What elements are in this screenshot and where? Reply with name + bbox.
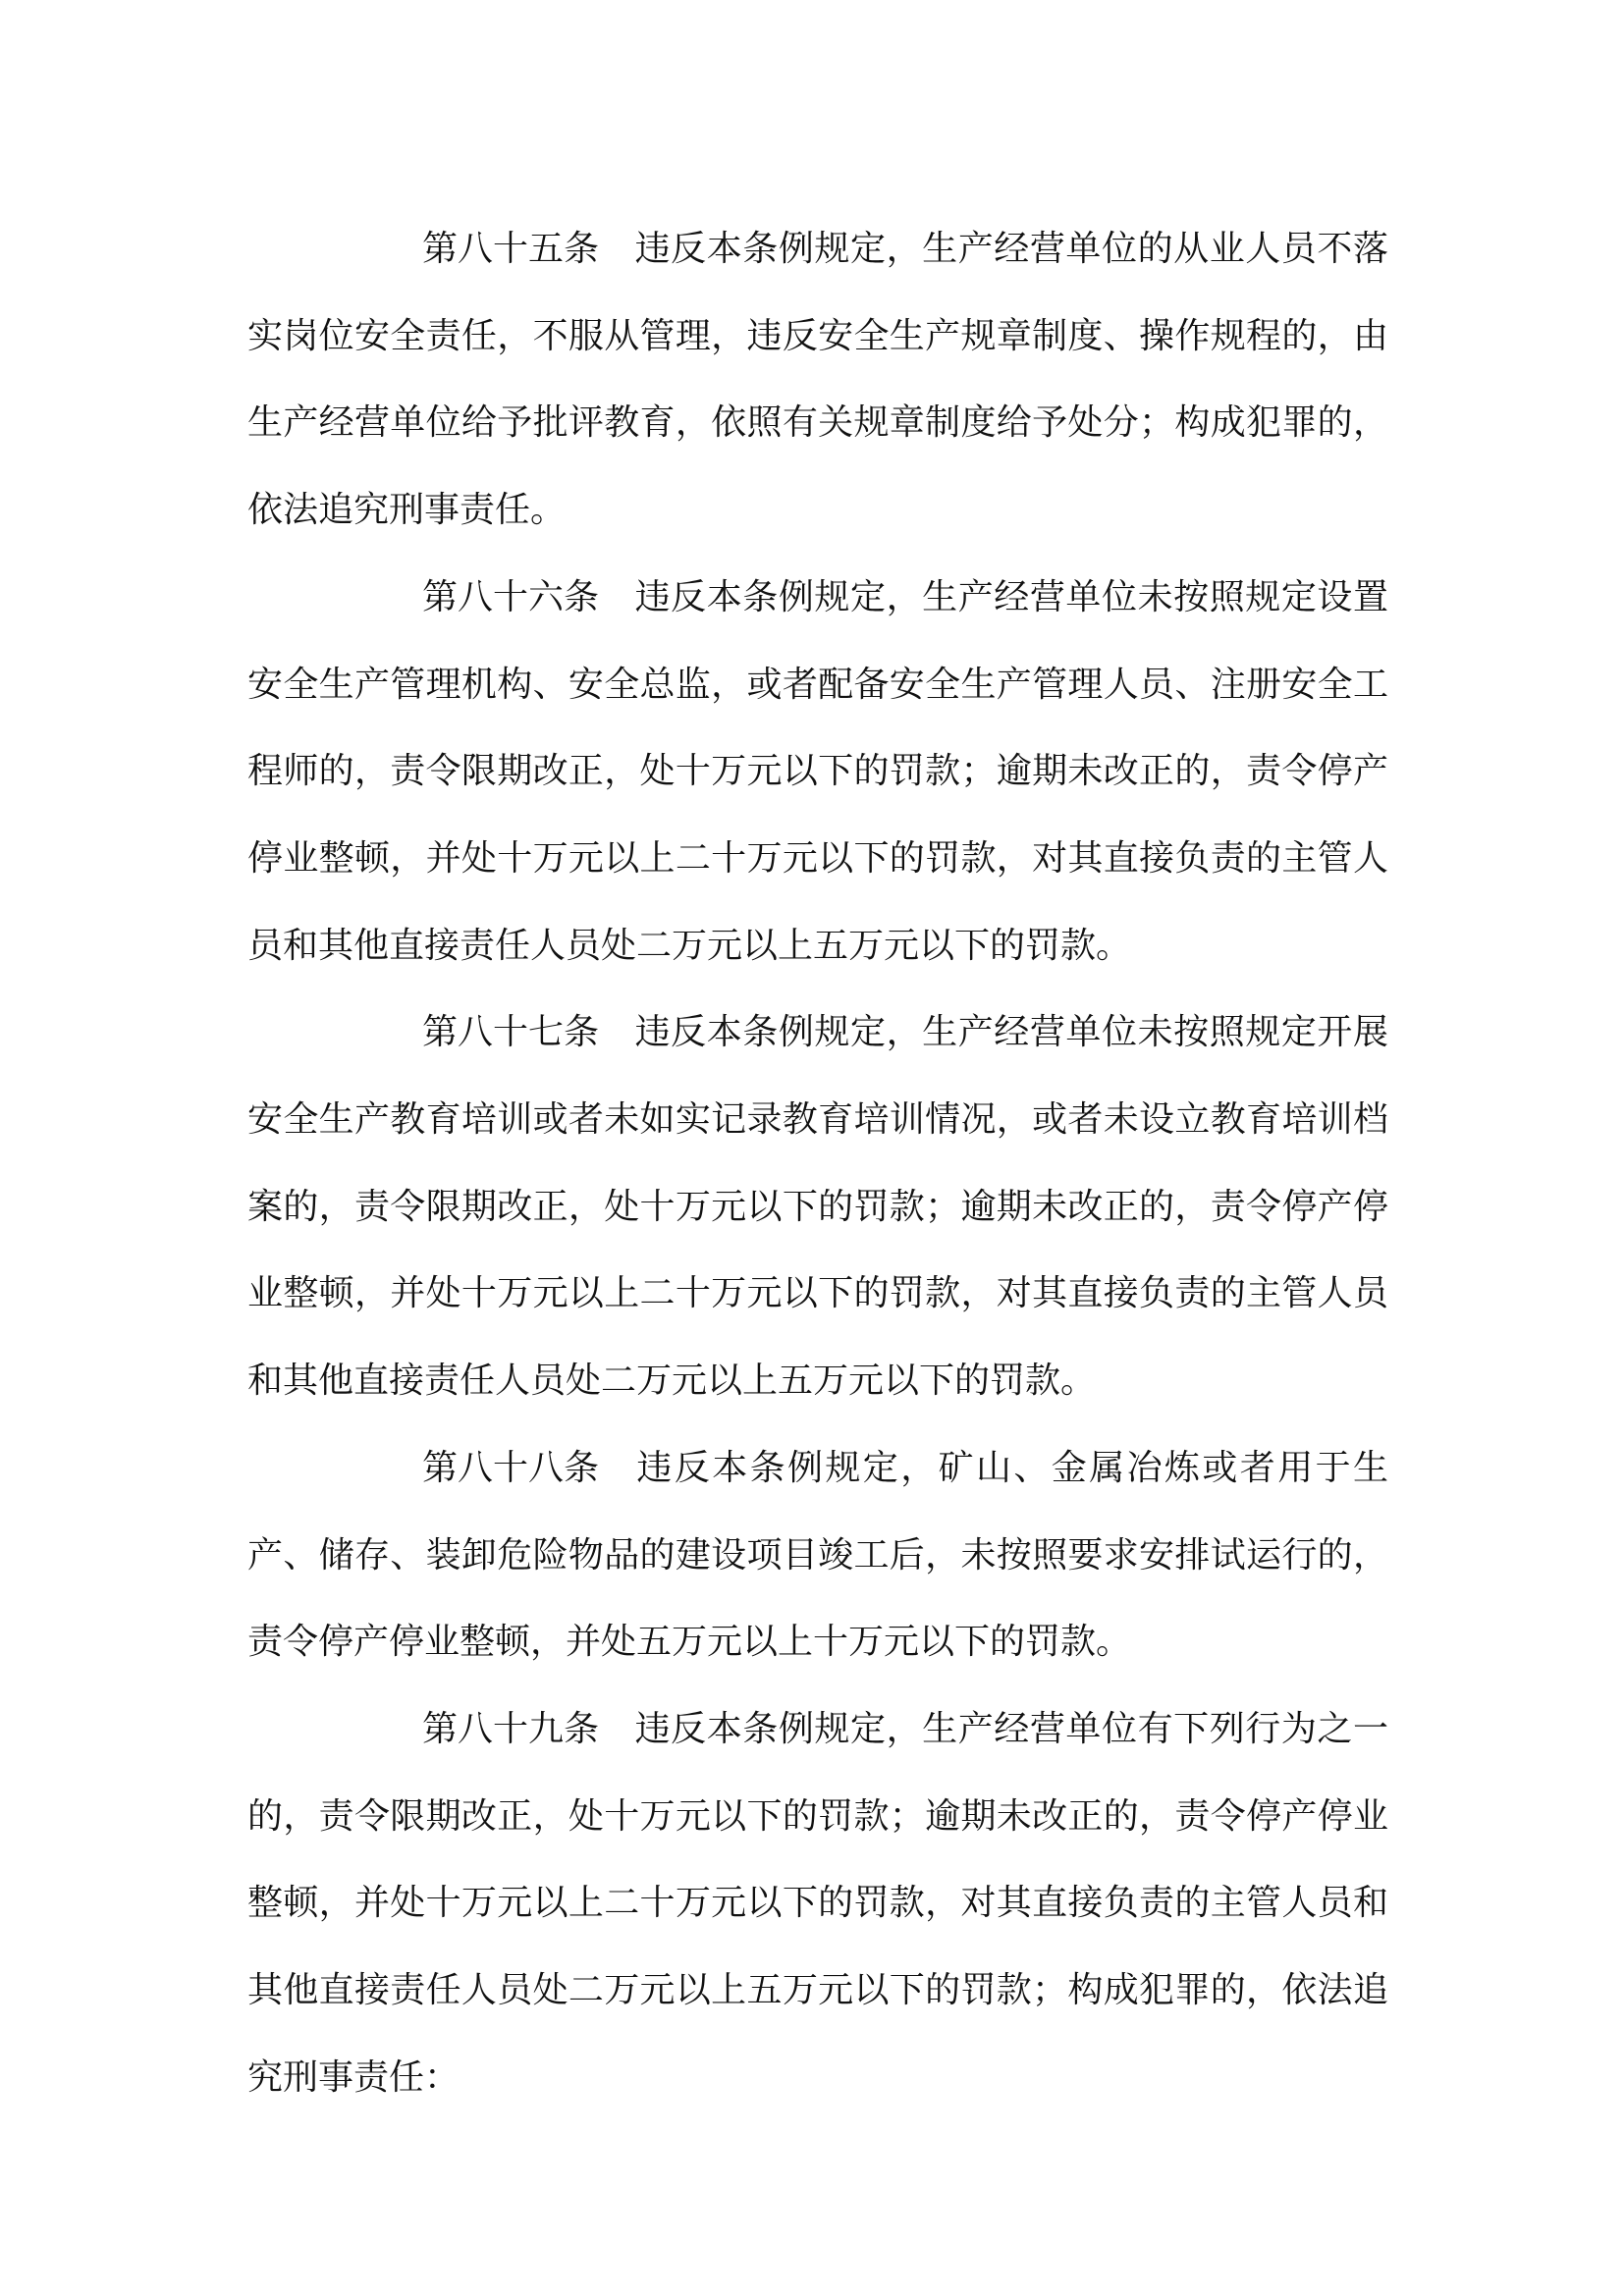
article-89-number: 第八十九条 xyxy=(422,1708,600,1749)
article-87 xyxy=(247,989,1388,1425)
article-89-text: 违反本条例规定，生产经营单位有下列行为之一的，责令限期改正，处十万元以下的罚款；逾期未改正的，责令停产停业整顿，并处十万元以上二十万元以下的罚款，对其直接负责的主管人员和其他直接责任人员处二万元以上五万元以下的罚款；构成犯罪的，依法追究刑事责任： xyxy=(247,1708,1388,2098)
article-88-text: 违反本条例规定，矿山、金属冶炼或者用于生产、储存、装卸危险物品的建设项目竣工后，未按照要求安排试运行的，责令停产停业整顿，并处五万元以上十万元以下的罚款。 xyxy=(247,1447,1388,1663)
article-86-number: 第八十六条 xyxy=(422,576,600,617)
article-87-number: 第八十七条 xyxy=(422,1012,600,1053)
article-86-text: 违反本条例规定，生产经营单位未按照规定设置安全生产管理机构、安全总监，或者配备安全生产管理人员、注册安全工程师的，责令限期改正，处十万元以下的罚款；逾期未改正的，责令停产停业整顿，并处十万元以上二十万元以下的罚款，对其直接负责的主管人员和其他直接责任人员处二万元以上五万元以下的罚款。 xyxy=(247,576,1388,966)
article-85-number: 第八十五条 xyxy=(422,229,600,269)
article-85-text: 违反本条例规定，生产经营单位的从业人员不落实岗位安全责任，不服从管理，违反安全生产规章制度、操作规程的，由生产经营单位给予批评教育，依照有关规章制度给予处分；构成犯罪的，依法追究刑事责任。 xyxy=(247,229,1388,531)
article-89 xyxy=(247,1686,1388,2122)
article-88-number: 第八十八条 xyxy=(422,1447,600,1488)
article-86 xyxy=(247,555,1388,990)
article-88 xyxy=(247,1425,1388,1686)
article-87-text: 违反本条例规定，生产经营单位未按照规定开展安全生产教育培训或者未如实记录教育培训情况，或者未设立教育培训档案的，责令限期改正，处十万元以下的罚款；逾期未改正的，责令停产停业整顿，并处十万元以上二十万元以下的罚款，对其直接负责的主管人员和其他直接责任人员处二万元以上五万元以下的罚款。 xyxy=(247,1012,1388,1402)
document-body xyxy=(247,206,1388,2121)
article-85 xyxy=(247,206,1388,555)
